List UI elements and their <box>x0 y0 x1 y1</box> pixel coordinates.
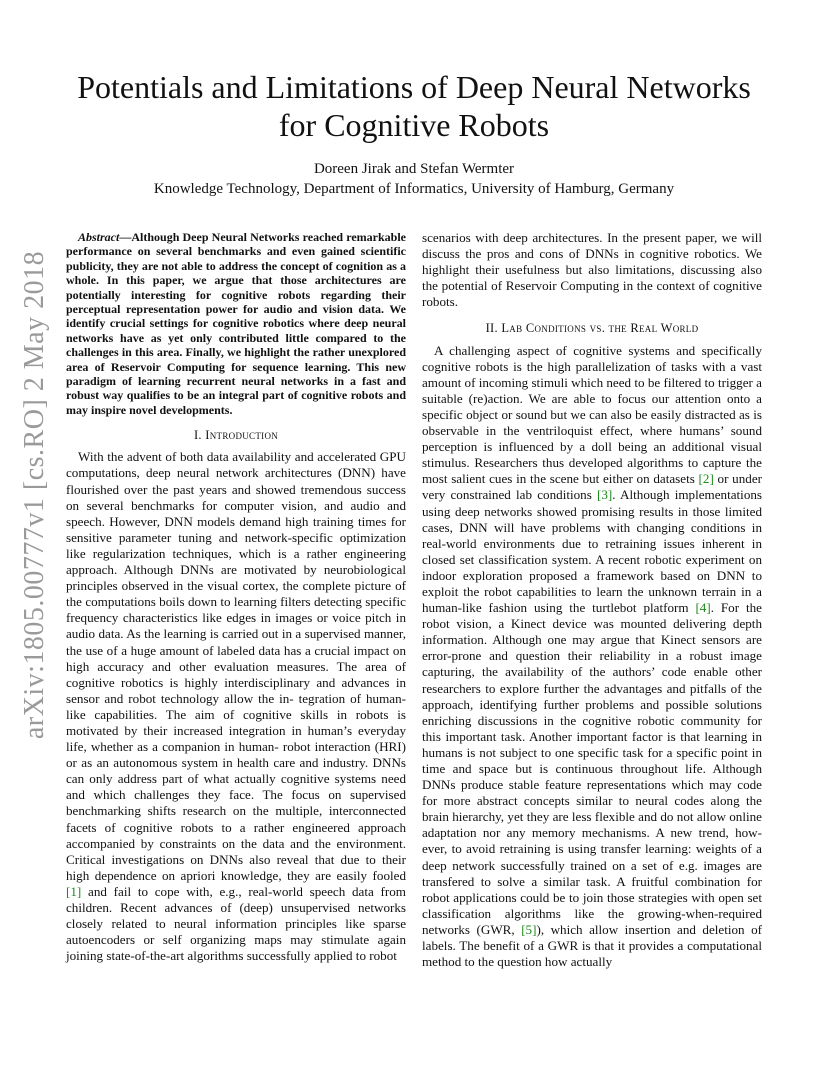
arxiv-stamp <box>19 250 50 740</box>
lab-conditions-paragraph <box>422 343 762 971</box>
section-number: II. <box>485 321 498 336</box>
abstract-label: Abstract <box>78 230 120 244</box>
section-title: Introduction <box>205 428 279 443</box>
body-text: ), which allow insertion and deletion of labels. The benefit of a GWR is that it provides a computational method to the question how actually <box>422 921 762 970</box>
affiliation: Knowledge Technology, Department of Informatics, University of Hamburg, Germany <box>153 181 675 197</box>
section-number: I. <box>193 428 202 443</box>
citation-link[interactable]: [3] <box>597 487 613 503</box>
citation-link[interactable]: [5] <box>521 921 537 937</box>
body-text: . Although implementations using deep networks showed promising results in those limited cases, DNN will have problems with changing conditions in real-world environments due to retraining issues inherent in closed set classification system. A recent robotic experiment on indoor exploration proposed a framework based on DNN to exploit the robot capabilities to learn the unknown terrain in a human-like fashion using the turtlebot platform <box>422 487 763 616</box>
intro-text-b: and fail to cope with, e.g., real-world speech data from children. Recent advances of (deep) unsupervised networks closely related to neural information principles like sparse autoencoders or self organizing maps may stimulate again joining state-of-the-art algorithms successfully applied to robot <box>66 883 406 964</box>
citation-link[interactable]: [4] <box>695 600 711 616</box>
abstract-text: —Although Deep Neural Networks reached remarkable performance on several benchmarks and even gained scientific publicity, they are not able to address the concept of cognition as a whole. In this paper, we argue that those architectures are potentially interesting for cognitive robots regarding their perceptual representation power for audio and vision data. We identify crucial settings for cognitive robotics where deep neural networks have as yet only contributed little compared to the challenges in this area. Finally, we highlight the rather unexplored area of Reservoir Computing for sequence learning. This new paradigm of learning recurrent neural networks in a fast and robust way qualifies to be an integral part of cognitive robots and may inspire novel developments. <box>66 230 406 417</box>
arxiv-stamp-text: arXiv:1805.00777v1 [cs.RO] 2 May 2018 <box>19 250 50 740</box>
abstract <box>66 230 406 417</box>
right-column <box>422 230 762 970</box>
body-text: A challenging aspect of cognitive systems and specifically cognitive robots is the high parallelization of tasks with a vast amount of incoming stimuli which need to be filtered to trigger a suitable (re)action. We are able to focus our attention onto a specific object or sound but we can also be easily distracted as is observable in the ventriloquist effect, where humans’ sound perception is influenced by a doll being an additional visual stimulus. Researchers thus developed algorithms to capture the most salient cues in the scene but either on datasets <box>422 342 762 487</box>
intro-paragraph <box>66 449 406 964</box>
section-heading-introduction <box>66 427 406 443</box>
body-text: . For the robot vision, a Kinect device was mounted delivering depth information. Although one may argue that Kinect sensors are error-prone and question their reliability in a robust image capturing, the availability of the authors’ code enable other researchers to explore further the advantages and pitfalls of the approach, identifying further problems and possible solutions enriching discussions in the cognitive robotic community for this important task. Another important factor is that learning in humans is not subject to one specific task for a specific point in time and space but is continuous throughout life. Although DNNs produce stable feature representations which may code for more abstract concepts similar to neural codes along the brain hierarchy, yet they are less flexible and do not allow online adaptation nor any memory mechanisms. A new trend, how- ever, to avoid retraining is using transfer learning: weights of a deep network successfully trained on a set of e.g. images are transfered to solve a similar task. A fruitful combination for robot applications could be to join those strategies with open set classification algorithms like the growing-when-required networks (GWR, <box>422 600 762 937</box>
intro-paragraph-continued: scenarios with deep architectures. In the present paper, we will discuss the pros and cons of DNNs in cognitive robotics. We highlight their usefulness but also limitations, discussing also the potential of Reservoir Computing in the context of cognitive robots. <box>422 230 762 310</box>
intro-text-a: With the advent of both data availability and accelerated GPU computations, deep neural network architectures (DNN) have flourished over the past years and showed tremendous success on several benchmarks for computer vision, and audio and speech. However, DNN models demand high training times for sensitive parameter tuning and network-specific optimization like regularization techniques, which is a rather engineering approach. Although DNNs are motivated by neurobiological principles observed in the visual cortex, the complete picture of the computations boils down to learning filters detecting specific frequency characteristics like edges in images or voice pitch in audio data. As the learning is carried out in a supervised manner, the use of a huge amount of labeled data has a crucial impact on high accuracy and other evaluation measures. The area of cognitive robotics is highly interdisciplinary and advances in sensor and robot technology allow the in- tegration of human-like capabilities. The aim of cognitive skills in robots is motivated by their increased integration in human’s everyday life, whether as a companion in human- robot interaction (HRI) or as an autonomous system in health care and industry. DNNs can only address part of what actually cognitive systems need and which challenges they face. The focus on supervised benchmarking shifts research on the multiple, interconnected facets of cognitive robots to a rather engineered approach accompanied by constraints on the data and the environment. Critical investigations on DNNs also reveal that due to their high dependence on apriori knowledge, they are easily fooled <box>66 449 406 883</box>
paper-title: Potentials and Limitations of Deep Neural Networks for Cognitive Robots <box>77 69 751 143</box>
section-heading-lab-conditions <box>422 320 762 336</box>
citation-link[interactable]: [1] <box>66 883 82 899</box>
body-text: or under very constrained lab conditions <box>422 471 762 503</box>
authors: Doreen Jirak and Stefan Wermter <box>313 161 515 177</box>
section-title: Lab Conditions vs. the Real World <box>501 321 699 336</box>
citation-link[interactable]: [2] <box>698 471 714 487</box>
left-column <box>66 230 406 964</box>
